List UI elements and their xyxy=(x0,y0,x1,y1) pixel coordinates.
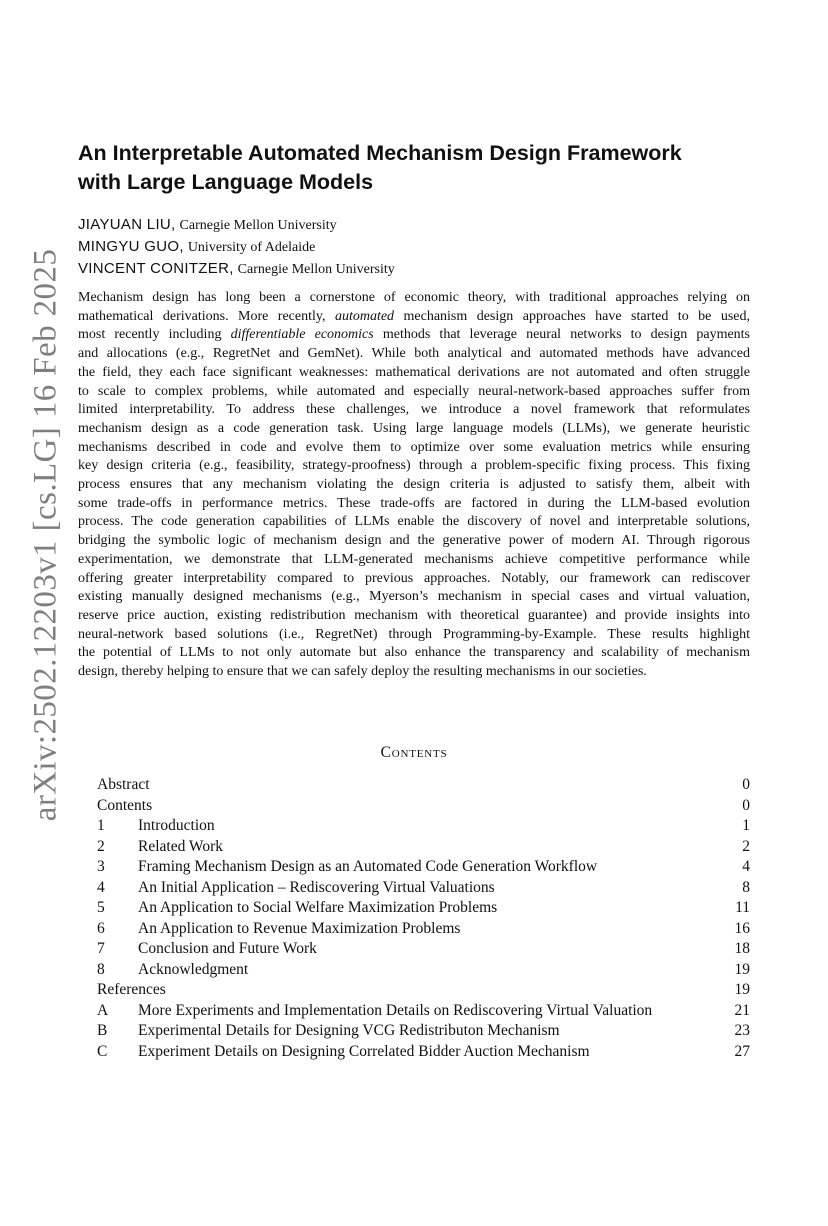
toc-entry-number: C xyxy=(97,1042,108,1060)
toc-entry-number: A xyxy=(97,1001,109,1019)
toc-entry-number: 3 xyxy=(97,858,105,875)
toc-entry-number: 6 xyxy=(97,919,105,937)
toc-entry-page: 2 xyxy=(742,837,750,855)
paper-title-line: An Interpretable Automated Mechanism Design Framework xyxy=(78,141,682,165)
toc-entry xyxy=(97,857,750,878)
toc-entry xyxy=(97,1042,750,1063)
abstract-line: neural-network based solutions (i.e., RegretNet) through Programming-by-Example. These results highlight xyxy=(78,626,750,642)
toc-entry-title: Framing Mechanism Design as an Automated Code Generation Workflow xyxy=(138,858,598,875)
author-affiliation: Carnegie Mellon University xyxy=(237,262,395,277)
toc-entry-number: B xyxy=(97,1022,108,1039)
abstract-line: bridging the symbolic logic of mechanism design and the generative power of modern AI. Through rigorous xyxy=(78,533,750,549)
toc-entry xyxy=(97,960,750,981)
abstract xyxy=(78,289,750,682)
abstract-line: mechanisms described in code and evolve them to optimize over some evaluation metrics while ensuring xyxy=(78,439,750,455)
toc-entry-title: References xyxy=(97,981,166,998)
author-list xyxy=(78,214,395,280)
abstract-line: Mechanism design has long been a cornerstone of economic theory, with traditional approaches relying on xyxy=(78,290,750,305)
toc-entry xyxy=(97,1021,750,1042)
toc-entry-page: 1 xyxy=(742,817,750,834)
toc-entry-page: 18 xyxy=(734,940,750,957)
abstract-line: the potential of LLMs to not only automate but also enhance the transparency and scalability of mechanism xyxy=(78,645,750,661)
abstract-line: mathematical derivations. More recently, automated mechanism design approaches have started to be used, xyxy=(78,308,750,324)
toc-entry-page: 27 xyxy=(734,1042,750,1060)
toc-entry-page: 0 xyxy=(742,796,750,814)
abstract-line: key design criteria (e.g., feasibility, strategy-proofness) through a problem-specific fixing process. This fixing xyxy=(78,458,750,474)
author-name: JIAYUAN LIU, xyxy=(78,216,176,233)
author-affiliation: University of Adelaide xyxy=(187,240,316,255)
abstract-line: mechanism design as a code generation task. Using large language models (LLMs), we generate heuristic xyxy=(78,420,750,436)
abstract-line: some trade-offs in performance metrics. These trade-offs are factored in during the LLM-based evolution xyxy=(78,495,750,511)
abstract-line: process ensures that any mechanism violating the design criteria is adjusted to satisfy them, albeit with xyxy=(78,477,750,493)
abstract-line: process. The code generation capabilities of LLMs enable the discovery of novel and interpretable solutions, xyxy=(78,514,750,530)
toc-entry-title: Experimental Details for Designing VCG Redistributon Mechanism xyxy=(138,1022,560,1039)
toc-entry-title: Introduction xyxy=(138,817,215,834)
table-of-contents xyxy=(97,775,750,1062)
abstract-line: and allocations (e.g., RegretNet and GemNet). While both analytical and automated methods have advanced xyxy=(78,346,750,362)
toc-entry xyxy=(97,816,750,837)
toc-entry-page: 11 xyxy=(735,899,750,916)
abstract-line: reserve price auction, existing redistribution mechanism with theoretical guarantee) and provide insights into xyxy=(78,607,750,623)
toc-entry xyxy=(97,837,750,858)
paper-title xyxy=(78,139,778,197)
toc-entry-number: 5 xyxy=(97,899,105,916)
toc-entry-title: Contents xyxy=(97,796,153,814)
toc-entry-title: Acknowledgment xyxy=(138,960,249,978)
abstract-line: the field, they each face significant weaknesses: mathematical derivations are not automated and often struggle xyxy=(78,364,750,380)
toc-entry-title: More Experiments and Implementation Details on Rediscovering Virtual Valuation xyxy=(138,1001,653,1019)
abstract-line: limited interpretability. To address these challenges, we introduce a novel framework that reformulates xyxy=(78,402,750,418)
toc-entry xyxy=(97,980,750,1001)
toc-entry-number: 4 xyxy=(97,878,105,896)
toc-entry-page: 8 xyxy=(742,878,750,896)
toc-entry-title: Conclusion and Future Work xyxy=(138,940,317,957)
toc-entry-number: 7 xyxy=(97,940,105,957)
toc-entry xyxy=(97,1001,750,1022)
abstract-emphasis: automated xyxy=(334,308,395,324)
toc-entry xyxy=(97,775,750,796)
toc-entry-page: 16 xyxy=(734,919,750,937)
toc-entry-number: 2 xyxy=(97,837,105,855)
toc-entry-page: 4 xyxy=(742,858,750,875)
toc-entry-title: An Application to Social Welfare Maximization Problems xyxy=(138,899,498,916)
toc-entry xyxy=(97,878,750,899)
abstract-line: experimentation, we demonstrate that LLM-generated mechanisms achieve competitive performance while xyxy=(78,551,750,567)
toc-entry-page: 21 xyxy=(734,1001,750,1019)
toc-entry-page: 19 xyxy=(734,960,750,978)
author-affiliation: Carnegie Mellon University xyxy=(179,218,337,233)
toc-entry-page: 0 xyxy=(742,776,750,793)
toc-entry-title: Related Work xyxy=(138,837,223,855)
contents-heading: Contents xyxy=(380,744,448,761)
author-name: MINGYU GUO, xyxy=(78,238,184,255)
paper-title-line: with Large Language Models xyxy=(78,170,374,194)
toc-entry-title: An Initial Application – Rediscovering Virtual Valuations xyxy=(138,878,495,896)
toc-entry-page: 23 xyxy=(734,1022,750,1039)
abstract-line: to scale to complex problems, while automated and especially neural-network-based approaches suffer from xyxy=(78,383,750,399)
abstract-line: offering greater interpretability compared to previous approaches. Notably, our framework can rediscover xyxy=(78,570,750,586)
author-entry xyxy=(78,236,395,258)
toc-entry-title: An Application to Revenue Maximization Problems xyxy=(138,919,461,937)
toc-entry xyxy=(97,898,750,919)
toc-entry xyxy=(97,796,750,817)
toc-entry-title: Abstract xyxy=(97,776,150,793)
toc-entry xyxy=(97,939,750,960)
author-name: VINCENT CONITZER, xyxy=(78,260,234,277)
author-entry xyxy=(78,258,395,280)
toc-entry-number: 1 xyxy=(97,817,105,834)
toc-entry-title: Experiment Details on Designing Correlated Bidder Auction Mechanism xyxy=(138,1042,590,1060)
toc-entry-page: 19 xyxy=(734,981,750,998)
toc-entry xyxy=(97,919,750,940)
abstract-line: design, thereby helping to ensure that we can safely deploy the resulting mechanisms in our societies. xyxy=(78,664,647,680)
author-entry xyxy=(78,214,395,236)
toc-entry-number: 8 xyxy=(97,960,105,978)
arxiv-identifier-stamp: arXiv:2502.12203v1 [cs.LG] 16 Feb 2025 xyxy=(27,248,64,822)
abstract-emphasis: differentiable economics xyxy=(230,327,374,343)
abstract-line: existing manually designed mechanisms (e.g., Myerson’s mechanism in special cases and virtual valuation, xyxy=(78,589,750,605)
abstract-line: most recently including differentiable economics methods that leverage neural networks to design payments xyxy=(78,327,751,343)
